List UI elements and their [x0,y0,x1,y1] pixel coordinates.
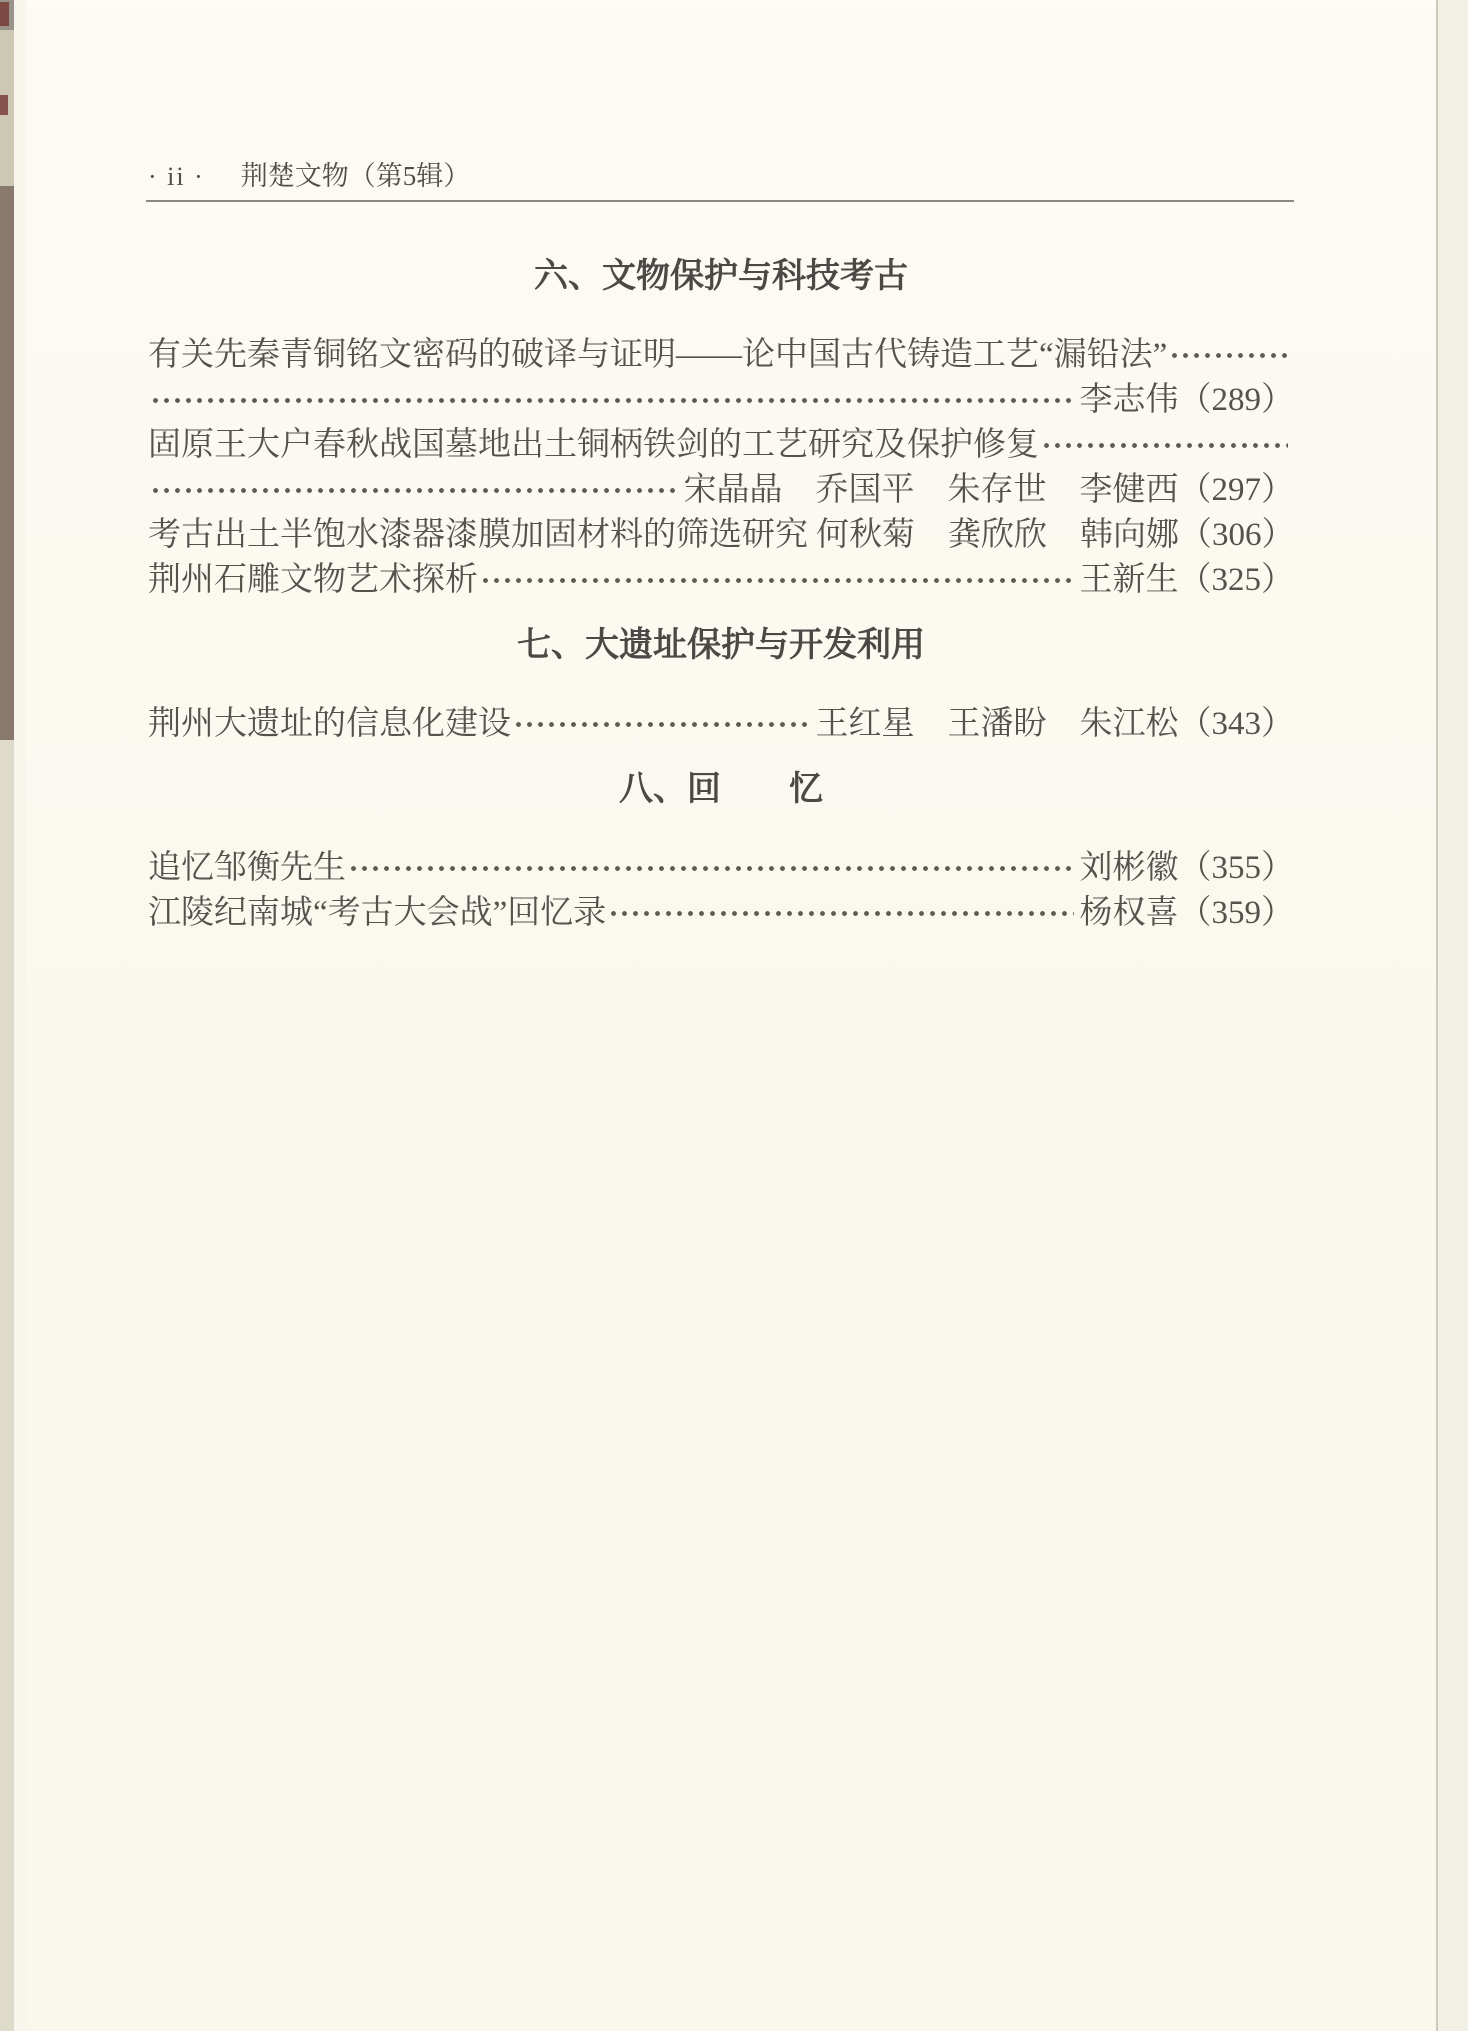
toc [148,210,1294,936]
spine-segment [0,740,14,2031]
section-heading: 七、大遗址保护与开发利用 [517,626,925,664]
page-right-edge-line [1436,0,1438,2031]
dot-leader [150,378,1074,423]
spine-segment [0,186,14,740]
toc-entry-line [148,846,1294,891]
toc-entry-line [148,423,1294,468]
entry-authors-page: 王红星 王潘盼 朱江松（343） [815,706,1294,742]
toc-entry-line [148,702,1294,747]
dot-leader [480,558,1074,603]
running-header [148,158,470,195]
dot-leader [513,702,810,747]
page-number-marker: · ii · [148,162,205,191]
toc-entry-line [148,333,1294,378]
section-heading: 六、文物保护与科技考古 [534,257,908,295]
scan-top-edge [0,0,1468,8]
page-right-edge-band [1438,0,1468,2031]
entry-authors-page: 刘彬徽（355） [1079,850,1294,886]
entry-authors-page: 宋晶晶 乔国平 朱存世 李健西（297） [683,472,1294,508]
dot-leader [1041,423,1288,468]
entry-authors-page: 何秋菊 龚欣欣 韩向娜（306） [816,517,1295,553]
header-rule [146,200,1294,202]
entry-title: 荆州大遗址的信息化建设 [148,706,511,742]
entry-title: 追忆邹衡先生 [148,850,346,886]
entry-title: 江陵纪南城“考古大会战”回忆录 [148,895,607,931]
entry-title: 有关先秦青铜铭文密码的破译与证明——论中国古代铸造工艺“漏铅法” [148,337,1168,373]
book-spine-edge [0,0,14,2031]
entry-authors-page: 杨权喜（359） [1079,895,1294,931]
dot-leader [1169,333,1288,378]
toc-entry-line [148,378,1294,423]
toc-entry-line [148,558,1294,603]
dot-leader [608,891,1073,936]
spine-red-mark [0,2,9,26]
entry-title: 固原王大户春秋战国墓地出土铜柄铁剑的工艺研究及保护修复 [148,427,1039,463]
entry-title: 荆州石雕文物艺术探析 [148,562,478,598]
toc-entry-line [148,513,1294,558]
entry-authors-page: 王新生（325） [1079,562,1294,598]
toc-entries [148,702,1294,747]
toc-entry-line [148,891,1294,936]
toc-entries [148,846,1294,936]
spine-red-mark [0,95,8,115]
page-gutter [14,0,26,2031]
section-heading: 八、回 忆 [619,770,823,808]
dot-leader [150,468,678,513]
toc-entry-line [148,468,1294,513]
entry-authors-page: 李志伟（289） [1079,382,1294,418]
toc-entries [148,333,1294,603]
book-title: 荆楚文物（第5辑） [240,161,471,191]
entry-title: 考古出土半饱水漆器漆膜加固材料的筛选研究 [148,517,808,553]
dot-leader [348,846,1074,891]
